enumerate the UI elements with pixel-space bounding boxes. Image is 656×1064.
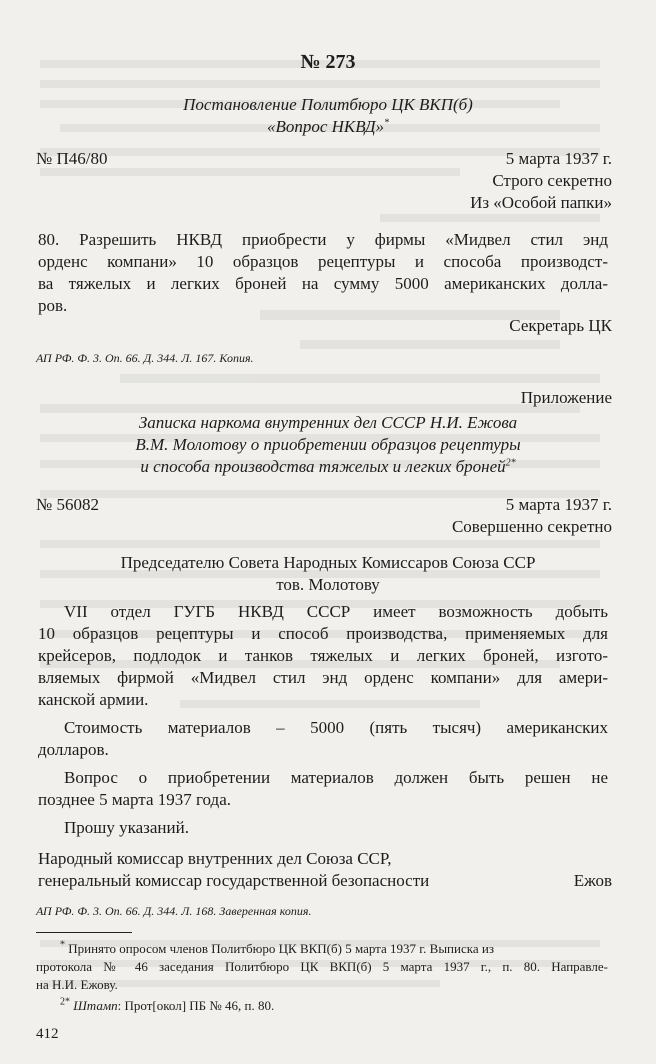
footnote-2-text: : Прот[окол] ПБ № 46, п. 80. (117, 998, 275, 1013)
memo-paragraph-line: 10 образцов рецептуры и способ производства, применяемых для (38, 624, 608, 643)
footnote-1-line: на Н.И. Ежову. (36, 977, 118, 992)
memo-signer-name: Ежов (573, 871, 612, 890)
footnote-2-label: Штамп (73, 998, 118, 1013)
footnote-1-line: протокола № 46 заседания Политбюро ЦК ВКП(б) 5 марта 1937 г., п. 80. Направле- (36, 959, 608, 974)
memo-secrecy: Совершенно секретно (451, 517, 612, 536)
memo-paragraph-line: Вопрос о приобретении материалов должен быть решен не (64, 768, 608, 787)
footnote-marker: * (384, 117, 390, 129)
memo-date: 5 марта 1937 г. (505, 495, 612, 514)
document-number: № 273 (300, 51, 356, 73)
decree-text-line: ров. (38, 296, 68, 315)
appendix-title-line (0, 456, 656, 478)
memo-paragraph-line: вляемых фирмой «Мидвел стил энд орденс компани» для амери- (38, 668, 608, 687)
decree-text-line: ва тяжелых и легких броней на сумму 5000 американских долла- (38, 274, 608, 293)
memo-paragraph-line: позднее 5 марта 1937 года. (38, 790, 231, 809)
footnote-2 (60, 997, 274, 1015)
decree-signature: Секретарь ЦК (509, 316, 612, 335)
memo-paragraph-line: VII отдел ГУГБ НКВД СССР имеет возможность добыть (64, 602, 608, 621)
footnote-marker: * (60, 939, 65, 951)
memo-paragraph-line: Стоимость материалов – 5000 (пять тысяч) американских (64, 718, 608, 737)
decree-archive-source: АП РФ. Ф. 3. Оп. 66. Д. 344. Л. 167. Копия. (36, 351, 254, 365)
memo-paragraph-line: крейсеров, подлодок и танков тяжелых и легких броней, изгото- (38, 646, 608, 665)
footnote-1-line (60, 940, 494, 958)
memo-paragraph-line: канской армии. (38, 690, 149, 709)
footnote-marker: 2* (60, 996, 70, 1008)
footnote-marker: 2* (505, 457, 516, 469)
footnote-divider (36, 932, 132, 933)
appendix-title-line: В.М. Молотову о приобретении образцов рецептуры (135, 435, 521, 454)
decree-date: 5 марта 1937 г. (505, 149, 612, 168)
decree-folder: Из «Особой папки» (470, 193, 612, 212)
decree-number: № П46/80 (36, 149, 108, 168)
appendix-title-text: и способа производства тяжелых и легких броней (140, 457, 506, 476)
document-subtitle (0, 116, 656, 138)
decree-text-line: 80. Разрешить НКВД приобрести у фирмы «Мидвел стил энд (38, 230, 608, 249)
memo-paragraph-line: долларов. (38, 740, 109, 759)
footnote-1-text: Принято опросом членов Политбюро ЦК ВКП(б) 5 марта 1937 г. Выписка из (68, 941, 494, 956)
document-title: Постановление Политбюро ЦК ВКП(б) (183, 95, 473, 114)
decree-secrecy: Строго секретно (492, 171, 612, 190)
decree-text-line: орденс компани» 10 образцов рецептуры и способа производст- (38, 252, 608, 271)
memo-archive-source: АП РФ. Ф. 3. Оп. 66. Д. 344. Л. 168. Заверенная копия. (36, 904, 312, 918)
memo-addressee-name: тов. Молотову (276, 575, 380, 594)
appendix-title-line: Записка наркома внутренних дел СССР Н.И. Ежова (138, 413, 518, 432)
memo-number: № 56082 (36, 495, 99, 514)
subtitle-text: «Вопрос НКВД» (266, 117, 385, 136)
memo-addressee: Председателю Совета Народных Комиссаров Союза ССР (120, 553, 536, 572)
page-number: 412 (36, 1026, 59, 1042)
memo-request: Прошу указаний. (64, 818, 189, 837)
memo-signer-title: Народный комиссар внутренних дел Союза ССР, (38, 849, 392, 868)
appendix-label: Приложение (520, 388, 612, 407)
memo-signer-title: генеральный комиссар государственной безопасности (38, 871, 430, 890)
